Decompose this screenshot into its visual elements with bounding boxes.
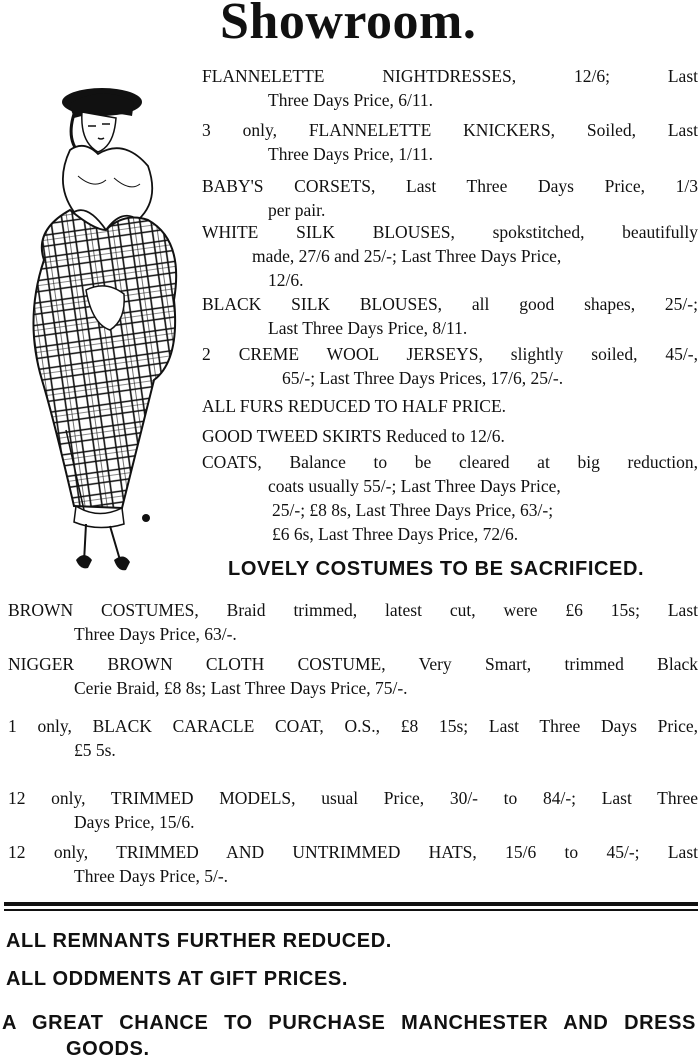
page-title: Showroom. — [220, 0, 477, 50]
list-item: BLACK SILK BLOUSES, all good shapes, 25/-; Last Three Days Price, 8/11. — [202, 294, 698, 338]
list-item: 12 only, TRIMMED AND UNTRIMMED HATS, 15/6 to 45/-; Last Three Days Price, 5/-. — [8, 842, 698, 886]
divider — [4, 902, 698, 906]
list-item: 12 only, TRIMMED MODELS, usual Price, 30/- to 84/-; Last Three Days Price, 15/6. — [8, 788, 698, 832]
divider — [4, 909, 698, 911]
list-item: COATS, Balance to be cleared at big reduction, coats usually 55/-; Last Three Days Price, 25/-; £8 8s, Last Three Days Price, 63/-; £6 6s, Last Three Days Price, 72/6. — [202, 452, 698, 544]
list-item: BROWN COSTUMES, Braid trimmed, latest cut, were £6 15s; Last Three Days Price, 63/-. — [8, 600, 698, 644]
list-item: NIGGER BROWN CLOTH COSTUME, Very Smart, trimmed Black Cerie Braid, £8 8s; Last Three Days Price, 75/-. — [8, 654, 698, 698]
chance-line-2: GOODS. — [66, 1038, 150, 1060]
chance-line: A GREAT CHANCE TO PURCHASE MANCHESTER AND DRESS — [2, 1012, 696, 1034]
list-item: WHITE SILK BLOUSES, spokstitched, beautifully made, 27/6 and 25/-; Last Three Days Price, 12/6. — [202, 222, 698, 290]
oddments-line: ALL ODDMENTS AT GIFT PRICES. — [6, 968, 348, 990]
remnants-line: ALL REMNANTS FURTHER REDUCED. — [6, 930, 392, 952]
list-item: GOOD TWEED SKIRTS Reduced to 12/6. — [202, 426, 505, 446]
list-item: FLANNELETTE NIGHTDRESSES, 12/6; Last Three Days Price, 6/11. — [202, 66, 698, 110]
costumes-heading: LOVELY COSTUMES TO BE SACRIFICED. — [228, 558, 645, 580]
fashion-illustration — [14, 80, 202, 580]
list-item: ALL FURS REDUCED TO HALF PRICE. — [202, 396, 507, 416]
list-item: BABY'S CORSETS, Last Three Days Price, 1/3 per pair. — [202, 176, 698, 220]
list-item: 2 CREME WOOL JERSEYS, slightly soiled, 45/-, 65/-; Last Three Days Prices, 17/6, 25/-. — [202, 344, 698, 388]
list-item: 1 only, BLACK CARACLE COAT, O.S., £8 15s; Last Three Days Price, £5 5s. — [8, 716, 698, 760]
list-item: 3 only, FLANNELETTE KNICKERS, Soiled, Last Three Days Price, 1/11. — [202, 120, 698, 164]
